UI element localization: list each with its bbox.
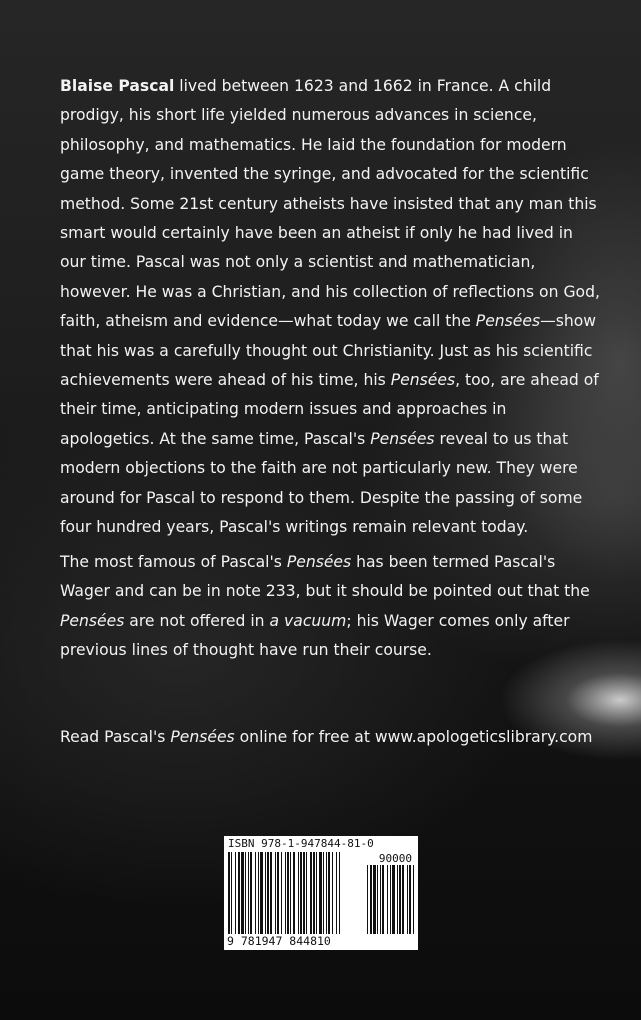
addon-bar bbox=[402, 865, 404, 934]
addon-bar bbox=[407, 865, 408, 934]
blurb-text: lived between 1623 and 1662 in France. A child prodigy, his short life yielded numerous advances in science, philosophy, and mathematics. He laid the foundation for modern game theory, invented the syringe, and advocated for the scientific method. Some 21st century atheists have insisted that any man this smart would certainly have been an atheist if only he had lived in our time. Pascal was not only a scientist and mathematician, however. He was a Christian, and his collection of reflections on God, faith, atheism and evidence—what today we call the bbox=[60, 77, 600, 331]
addon-bar bbox=[397, 865, 398, 934]
barcode-bar bbox=[285, 852, 286, 934]
barcode-bar bbox=[265, 852, 266, 934]
barcode-bar bbox=[300, 852, 302, 934]
blurb-text: Read Pascal's bbox=[60, 728, 171, 746]
barcode-bar bbox=[267, 852, 269, 934]
blurb-paragraph-1 bbox=[60, 72, 600, 543]
barcode-bar bbox=[306, 852, 307, 934]
blurb-text: —show that his was a carefully thought out Christianity. Just as his scientific achievements were ahead of his time, his bbox=[60, 312, 597, 390]
blurb-text: The most famous of Pascal's bbox=[60, 553, 287, 571]
barcode-bar bbox=[328, 852, 330, 934]
barcode-bar bbox=[316, 852, 317, 934]
barcode-bar bbox=[303, 852, 305, 934]
barcode-bars bbox=[228, 852, 414, 934]
barcode-bar bbox=[319, 852, 322, 934]
pensees-title: Pensées bbox=[390, 371, 456, 390]
addon-bar bbox=[382, 865, 384, 934]
pensees-title: Pensées bbox=[60, 611, 125, 630]
blurb-text: , too, are ahead of their time, anticipating modern issues and approaches in apologetics. At the same time, Pascal's bbox=[60, 371, 599, 448]
barcode-bar bbox=[260, 852, 263, 934]
barcode-bar bbox=[323, 852, 324, 934]
barcode-bar bbox=[336, 852, 337, 934]
barcode-bar bbox=[228, 852, 230, 934]
blurb-text: are not offered in bbox=[124, 611, 270, 630]
ean-digits: 9 781947 844810 bbox=[227, 935, 331, 947]
vacuum-phrase: a vacuum bbox=[269, 611, 347, 630]
isbn-label: ISBN 978-1-947844-81-0 bbox=[228, 838, 374, 850]
blurb-text: has been termed Pascal's Wager and can be in note 233, but it should be pointed out that the bbox=[60, 553, 590, 601]
pensees-title: Pensées bbox=[475, 312, 541, 331]
barcode-bar bbox=[281, 852, 282, 934]
barcode-bar bbox=[235, 852, 236, 934]
addon-bar bbox=[409, 865, 411, 934]
blurb-paragraph-2 bbox=[60, 548, 600, 666]
barcode-bar bbox=[313, 852, 315, 934]
addon-bar bbox=[387, 865, 388, 934]
barcode-bar bbox=[298, 852, 299, 934]
website-text: online for free at www.apologeticslibrary.com bbox=[234, 728, 593, 746]
barcode-bar bbox=[326, 852, 327, 934]
barcode-bar bbox=[250, 852, 252, 934]
barcode-bar bbox=[231, 852, 232, 934]
barcode-bar bbox=[293, 852, 295, 934]
addon-bar bbox=[370, 865, 372, 934]
blurb-text: ; his Wager comes only after previous lines of thought have run their course. bbox=[60, 611, 570, 660]
blurb-paragraph-3 bbox=[60, 723, 600, 752]
isbn-barcode bbox=[224, 836, 418, 950]
addon-bar bbox=[377, 865, 378, 934]
pensees-title: Pensées bbox=[370, 429, 435, 448]
pensees-title: Pensées bbox=[286, 553, 352, 571]
barcode-bar bbox=[332, 852, 333, 934]
author-name: Blaise Pascal bbox=[60, 77, 175, 95]
barcode-bar bbox=[255, 852, 256, 934]
blurb-text: reveal to us that modern objections to the faith are not particularly new. They were around for Pascal to respond to them. Despite the passing of some four hundred years, Pascal's writings remain relevant today. bbox=[60, 429, 583, 537]
barcode-bar bbox=[248, 852, 249, 934]
barcode-bar bbox=[238, 852, 240, 934]
barcode-bar bbox=[339, 852, 340, 934]
barcode-bar bbox=[270, 852, 272, 934]
addon-bar bbox=[390, 865, 391, 934]
barcode-bar bbox=[241, 852, 244, 934]
barcode-bar bbox=[275, 852, 276, 934]
barcode-bar bbox=[245, 852, 246, 934]
addon-bar bbox=[413, 865, 414, 934]
addon-bar bbox=[367, 865, 368, 934]
addon-bar bbox=[373, 865, 376, 934]
barcode-bar bbox=[277, 852, 279, 934]
barcode-bar bbox=[310, 852, 312, 934]
price-code: 90000 bbox=[378, 852, 412, 865]
pensees-title: Pensées bbox=[170, 728, 235, 746]
addon-bar bbox=[380, 865, 381, 934]
barcode-bar bbox=[258, 852, 259, 934]
barcode-bar bbox=[290, 852, 291, 934]
barcode-bar bbox=[287, 852, 289, 934]
addon-bar bbox=[399, 865, 401, 934]
addon-bar bbox=[392, 865, 395, 934]
